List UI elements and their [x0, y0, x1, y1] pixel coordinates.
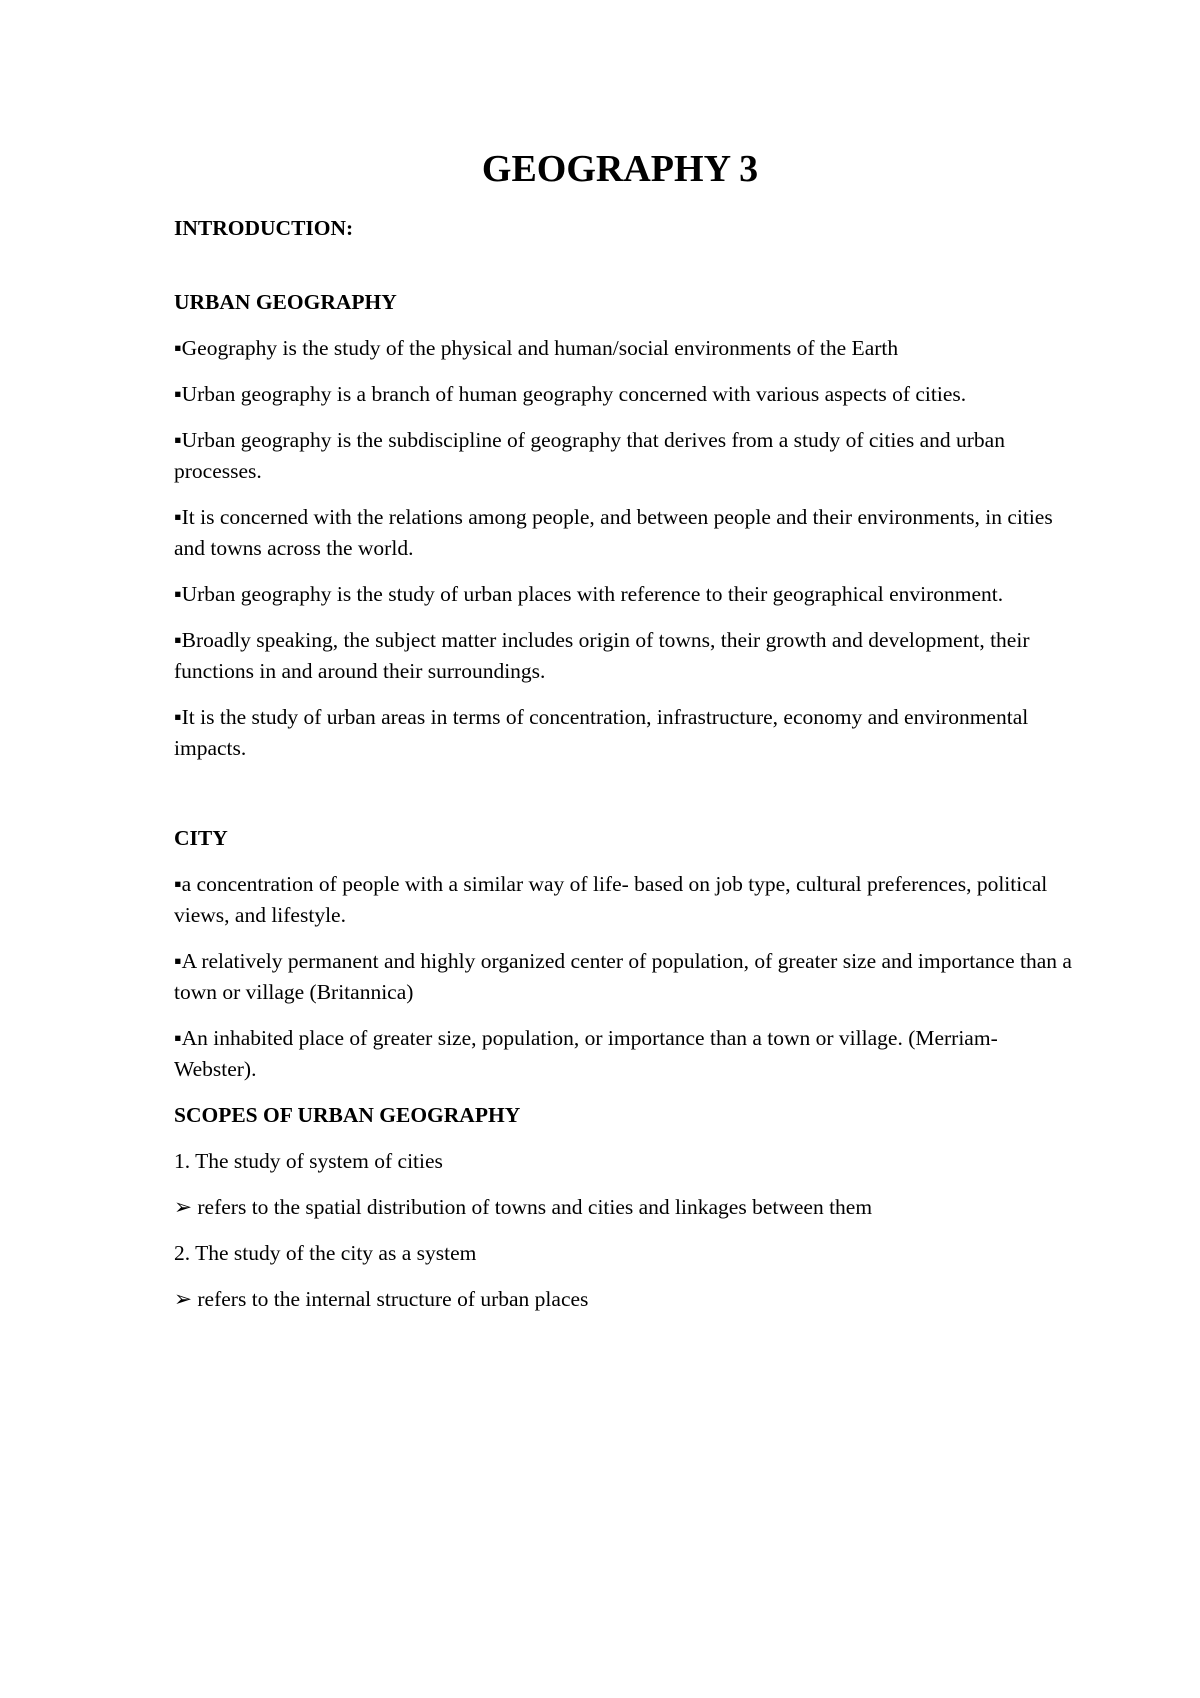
page-title: GEOGRAPHY 3	[481, 148, 759, 190]
urban-geography-bullet: ▪Urban geography is the study of urban places with reference to their geographical environment.	[174, 582, 1004, 606]
city-heading: CITY	[174, 826, 228, 850]
urban-geography-bullet: ▪It is concerned with the relations among people, and between people and their environments, in cities and towns across the world.	[174, 505, 1053, 560]
city-bullet: ▪a concentration of people with a similar way of life- based on job type, cultural preferences, political views, and lifestyle.	[174, 872, 1048, 927]
city-bullet: ▪A relatively permanent and highly organized center of population, of greater size and importance than a town or village (Britannica)	[174, 949, 1072, 1004]
scope-item: ➢ refers to the spatial distribution of towns and cities and linkages between them	[174, 1195, 873, 1219]
scope-item: 2. The study of the city as a system	[174, 1241, 477, 1265]
document-body	[174, 213, 1074, 1315]
urban-geography-bullet: ▪Urban geography is the subdiscipline of geography that derives from a study of cities and urban processes.	[174, 428, 1005, 483]
urban-geography-bullet: ▪Urban geography is a branch of human geography concerned with various aspects of cities.	[174, 382, 967, 406]
urban-geography-bullet: ▪Broadly speaking, the subject matter includes origin of towns, their growth and development, their functions in and around their surroundings.	[174, 628, 1030, 683]
urban-geography-heading: URBAN GEOGRAPHY	[174, 290, 397, 314]
urban-geography-bullet: ▪It is the study of urban areas in terms of concentration, infrastructure, economy and environmental impacts.	[174, 705, 1029, 760]
urban-geography-bullet: ▪Geography is the study of the physical and human/social environments of the Earth	[174, 336, 899, 360]
scopes-heading: SCOPES OF URBAN GEOGRAPHY	[174, 1103, 521, 1127]
introduction-heading: INTRODUCTION:	[174, 216, 354, 240]
city-bullet: ▪An inhabited place of greater size, population, or importance than a town or village. (Merriam-Webster).	[174, 1026, 998, 1081]
scope-item: ➢ refers to the internal structure of urban places	[174, 1287, 589, 1311]
scope-item: 1. The study of system of cities	[174, 1149, 443, 1173]
